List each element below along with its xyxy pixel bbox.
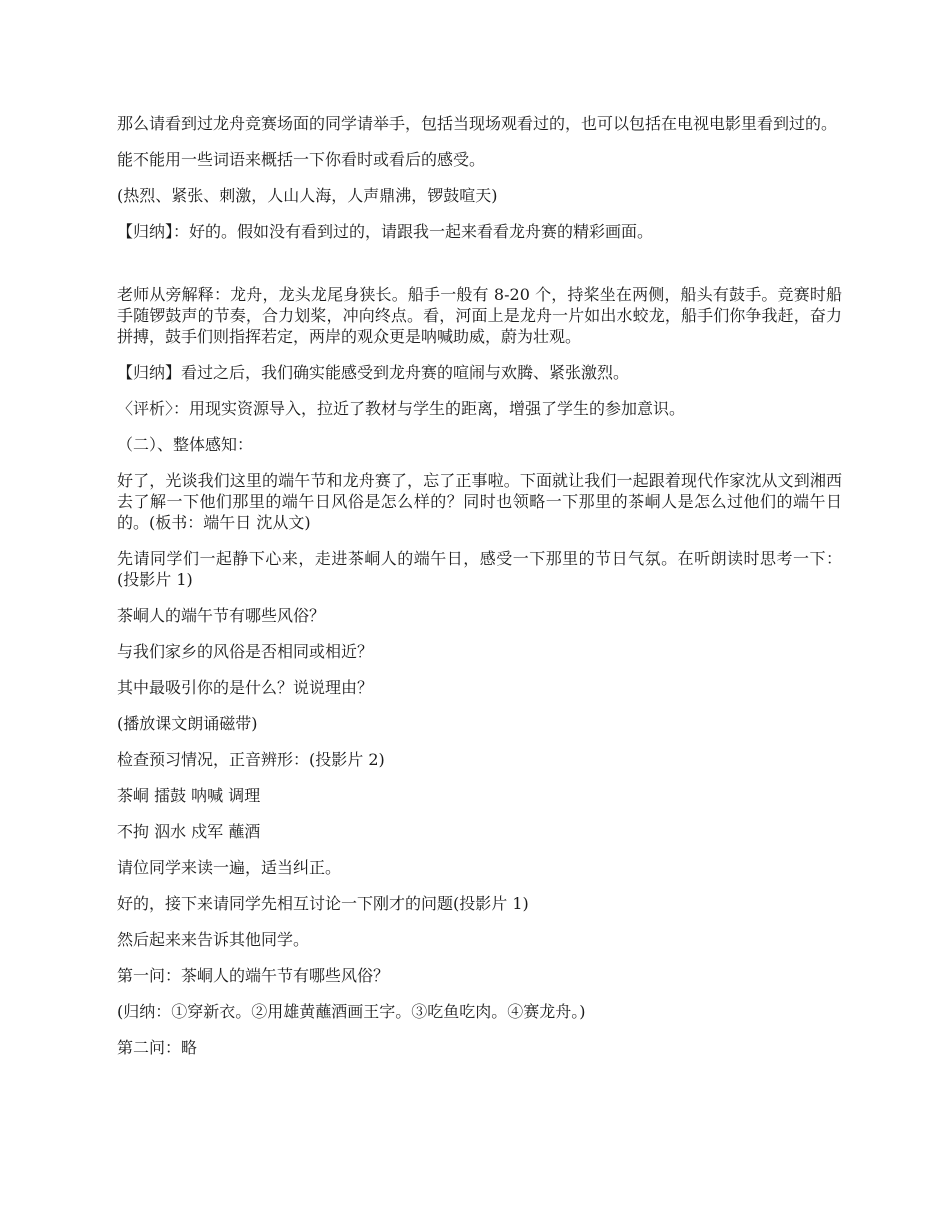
paragraph: 请位同学来读一遍，适当纠正。 — [117, 858, 342, 877]
paragraph: 检查预习情况，正音辨形：(投影片 2) — [117, 750, 385, 769]
paragraph: 〈评析〉：用现实资源导入，拉近了教材与学生的距离，增强了学生的参加意识。 — [117, 399, 686, 418]
paragraph: 【归纳】看过之后，我们确实能感受到龙舟赛的喧闹与欢腾、紧张激烈。 — [117, 363, 630, 382]
question-item: 与我们家乡的风俗是否相同或相近？ — [117, 642, 374, 661]
paragraph: (热烈、紧张、刺激，人山人海，人声鼎沸，锣鼓喧天) — [117, 186, 498, 205]
paragraph: 第一问：茶峒人的端午节有哪些风俗？ — [117, 966, 390, 985]
paragraph: 【归纳】：好的。假如没有看到过的，请跟我一起来看看龙舟赛的精彩画面。 — [117, 222, 654, 241]
paragraph: (归纳：①穿新衣。②用雄黄蘸酒画王字。③吃鱼吃肉。④赛龙舟。) — [117, 1002, 586, 1021]
vocabulary-line: 茶峒 擂鼓 呐喊 调理 — [117, 786, 261, 805]
paragraph: 好了，光谈我们这里的端午节和龙舟赛了，忘了正事啦。下面就让我们一起跟着现代作家沈从文到湘西去了解一下他们那里的端午日风俗是怎么样的？同时也领略一下那里的茶峒人是怎么过他们的端午日的。(板书：端午日 沈从文) — [117, 471, 842, 532]
question-item: 其中最吸引你的是什么？说说理由？ — [117, 678, 374, 697]
vocabulary-line: 不拘 泅水 戍军 蘸酒 — [117, 822, 261, 841]
blank-line — [117, 257, 842, 284]
paragraph: 然后起来来告诉其他同学。 — [117, 930, 310, 949]
question-item: 茶峒人的端午节有哪些风俗？ — [117, 606, 326, 625]
paragraph: 能不能用一些词语来概括一下你看时或看后的感受。 — [117, 150, 486, 169]
section-heading: （二）、整体感知： — [117, 435, 254, 454]
paragraph: (播放课文朗诵磁带) — [117, 714, 258, 733]
document-body — [117, 113, 842, 1073]
paragraph: 老师从旁解释：龙舟，龙头龙尾身狭长。船手一般有 8-20 个，持桨坐在两侧，船头有鼓手。竞赛时船手随锣鼓声的节奏，合力划桨，冲向终点。看，河面上是龙舟一片如出水蛟龙，船手们你争我赶，奋力拼搏，鼓手们则指挥若定，两岸的观众更是呐喊助威，蔚为壮观。 — [117, 285, 842, 346]
paragraph: 第二问：略 — [117, 1038, 198, 1057]
paragraph: 先请同学们一起静下心来，走进茶峒人的端午日，感受一下那里的节日气氛。在听朗读时思考一下：(投影片 1) — [117, 549, 842, 589]
paragraph: 好的，接下来请同学先相互讨论一下刚才的问题(投影片 1) — [117, 894, 529, 913]
paragraph: 那么请看到过龙舟竞赛场面的同学请举手，包括当现场观看过的，也可以包括在电视电影里看到过的。 — [117, 114, 838, 133]
